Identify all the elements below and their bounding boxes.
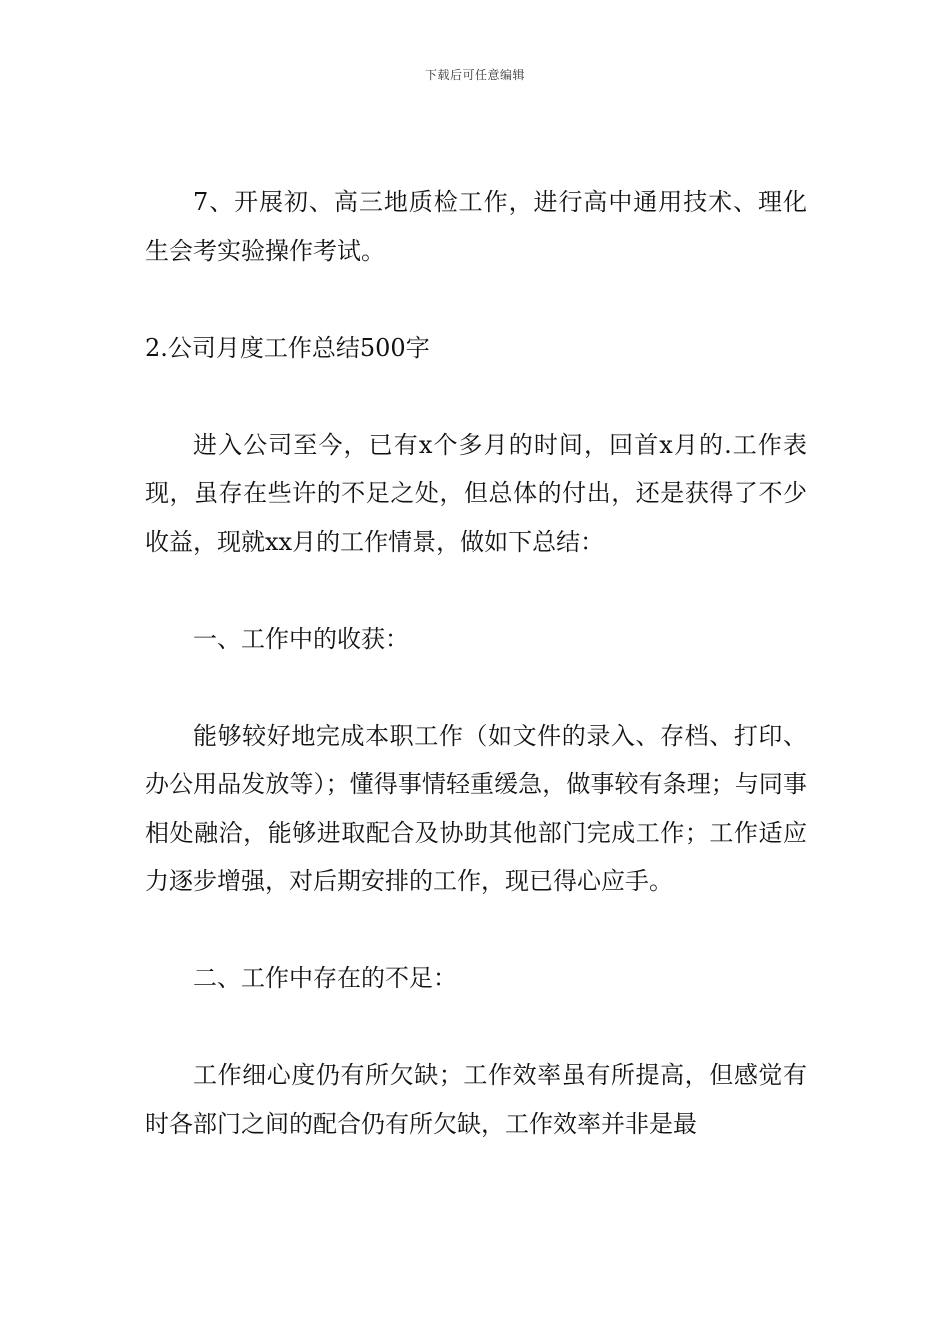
page-header: 下载后可任意编辑 — [424, 68, 525, 82]
document-body — [145, 178, 807, 1148]
subheading-gains: 一、工作中的收获： — [193, 624, 409, 653]
paragraph-intro: 进入公司至今，已有x个多月的时间，回首x月的.工作表现，虽存在些许的不足之处，但总体的付出，还是获得了不少收益，现就xx月的工作情景，做如下总结： — [145, 430, 807, 556]
paragraph-gains: 能够较好地完成本职工作（如文件的录入、存档、打印、办公用品发放等）；懂得事情轻重缓急，做事较有条理；与同事相处融洽，能够进取配合及协助其他部门完成工作；工作适应力逐步增强，对后期安排的工作，现已得心应手。 — [145, 721, 807, 895]
paragraph-item-7: 7、开展初、高三地质检工作，进行高中通用技术、理化生会考实验操作考试。 — [145, 188, 807, 265]
subheading-shortcomings: 二、工作中存在的不足： — [193, 964, 457, 992]
paragraph-shortcomings: 工作细心度仍有所欠缺；工作效率虽有所提高，但感觉有时各部门之间的配合仍有所欠缺，工作效率并非是最 — [145, 1061, 807, 1138]
section-heading: 2.公司月度工作总结500字 — [145, 333, 430, 362]
